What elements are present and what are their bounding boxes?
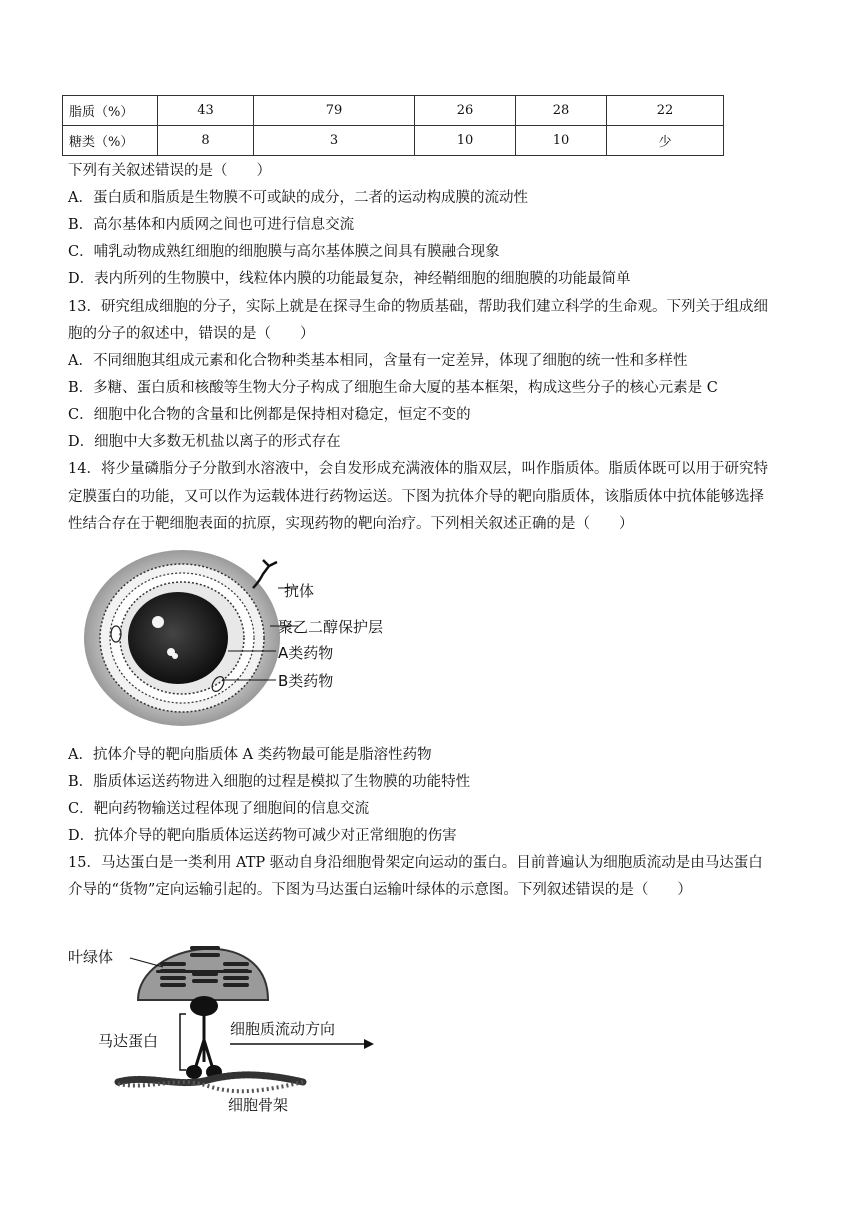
q12-option-a[interactable]: A．蛋白质和脂质是生物膜不可或缺的成分，二者的运动构成膜的流动性: [68, 190, 528, 206]
q14-stem-line1: 14．将少量磷脂分子分散到水溶液中，会自发形成充满液体的脂双层，叫作脂质体。脂质体既可以用于研究特: [68, 461, 768, 477]
table-cell: 3: [254, 126, 415, 156]
q15-stem-line2: 介导的“货物”定向运输引起的。下图为马达蛋白运输叶绿体的示意图。下列叙述错误的是（ ）: [68, 882, 692, 898]
q15-stem-line1: 15．马达蛋白是一类利用 ATP 驱动自身沿细胞骨架定向运动的蛋白。目前普遍认为细胞质流动是由马达蛋白: [68, 855, 763, 871]
row-label: 糖类（%）: [63, 126, 158, 156]
aqueous-core: [128, 592, 228, 684]
table-cell: 26: [415, 96, 516, 126]
q12-option-d[interactable]: D．表内所列的生物膜中，线粒体内膜的功能最复杂，神经鞘细胞的细胞膜的功能最简单: [68, 271, 631, 287]
q13-stem-line2: 胞的分子的叙述中，错误的是（ ）: [68, 326, 315, 342]
q14-option-c[interactable]: C．靶向药物输送过程体现了细胞间的信息交流: [68, 801, 370, 817]
label-chloroplast: 叶绿体: [68, 948, 114, 966]
table-cell: 43: [158, 96, 254, 126]
table-cell: 10: [516, 126, 607, 156]
motor-protein-figure: [68, 922, 388, 1122]
liposome-figure: [78, 548, 408, 728]
table-cell: 28: [516, 96, 607, 126]
q14-option-b[interactable]: B．脂质体运送药物进入细胞的过程是模拟了生物膜的功能特性: [68, 774, 471, 790]
table-cell: 22: [607, 96, 724, 126]
antibody-shape: [253, 560, 277, 588]
label-peg-layer: 聚乙二醇保护层: [278, 618, 384, 636]
q12-option-c[interactable]: C．哺乳动物成熟红细胞的细胞膜与高尔基体膜之间具有膜融合现象: [68, 244, 500, 260]
row-label: 脂质（%）: [63, 96, 158, 126]
q14-stem-line3: 性结合存在于靶细胞表面的抗原，实现药物的靶向治疗。下列相关叙述正确的是（ ）: [68, 516, 634, 532]
label-antibody: 抗体: [284, 582, 315, 600]
drug-a-particle: [172, 653, 178, 659]
motor-protein-diagram: [68, 922, 388, 1122]
cytoskeleton-filament: [118, 1075, 303, 1083]
table-row: [63, 126, 724, 156]
label-drug-a: A类药物: [278, 644, 334, 662]
q14-stem-line2: 定膜蛋白的功能，又可以作为运载体进行药物运送。下图为抗体介导的靶向脂质体，该脂质体中抗体能够选择: [68, 489, 764, 505]
membrane-composition-table: [62, 95, 724, 156]
label-motor-protein: 马达蛋白: [98, 1032, 159, 1050]
table-cell: 79: [254, 96, 415, 126]
table-cell: 10: [415, 126, 516, 156]
q13-stem-line1: 13．研究组成细胞的分子，实际上就是在探寻生命的物质基础，帮助我们建立科学的生命观。下列关于组成细: [68, 299, 768, 315]
motor-protein-bracket: [180, 1014, 186, 1070]
q12-stem: 下列有关叙述错误的是（ ）: [68, 163, 271, 179]
table-cell: 8: [158, 126, 254, 156]
label-flow-direction: 细胞质流动方向: [230, 1020, 336, 1038]
q13-option-a[interactable]: A．不同细胞其组成元素和化合物种类基本相同，含量有一定差异，体现了细胞的统一性和多样性: [68, 353, 688, 369]
q13-option-c[interactable]: C．细胞中化合物的含量和比例都是保持相对稳定，恒定不变的: [68, 407, 471, 423]
drug-a-particle: [152, 616, 164, 628]
q14-option-d[interactable]: D．抗体介导的靶向脂质体运送药物可减少对正常细胞的伤害: [68, 828, 457, 844]
table-cell: 少: [607, 126, 724, 156]
motor-protein-head: [190, 996, 218, 1016]
leader-line: [130, 958, 163, 967]
q14-option-a[interactable]: A．抗体介导的靶向脂质体 A 类药物最可能是脂溶性药物: [68, 747, 432, 763]
flow-arrow-head: [364, 1039, 374, 1049]
q12-option-b[interactable]: B．高尔基体和内质网之间也可进行信息交流: [68, 217, 355, 233]
q13-option-b[interactable]: B．多糖、蛋白质和核酸等生物大分子构成了细胞生命大厦的基本框架，构成这些分子的核心元素是 C: [68, 380, 718, 396]
cytoskeleton-filament: [118, 1082, 303, 1091]
q13-option-d[interactable]: D．细胞中大多数无机盐以离子的形式存在: [68, 434, 341, 450]
label-cytoskeleton: 细胞骨架: [228, 1096, 289, 1114]
liposome-diagram: [78, 548, 408, 728]
table-row: [63, 96, 724, 126]
motor-protein-foot: [186, 1065, 202, 1079]
label-drug-b: B类药物: [278, 672, 334, 690]
